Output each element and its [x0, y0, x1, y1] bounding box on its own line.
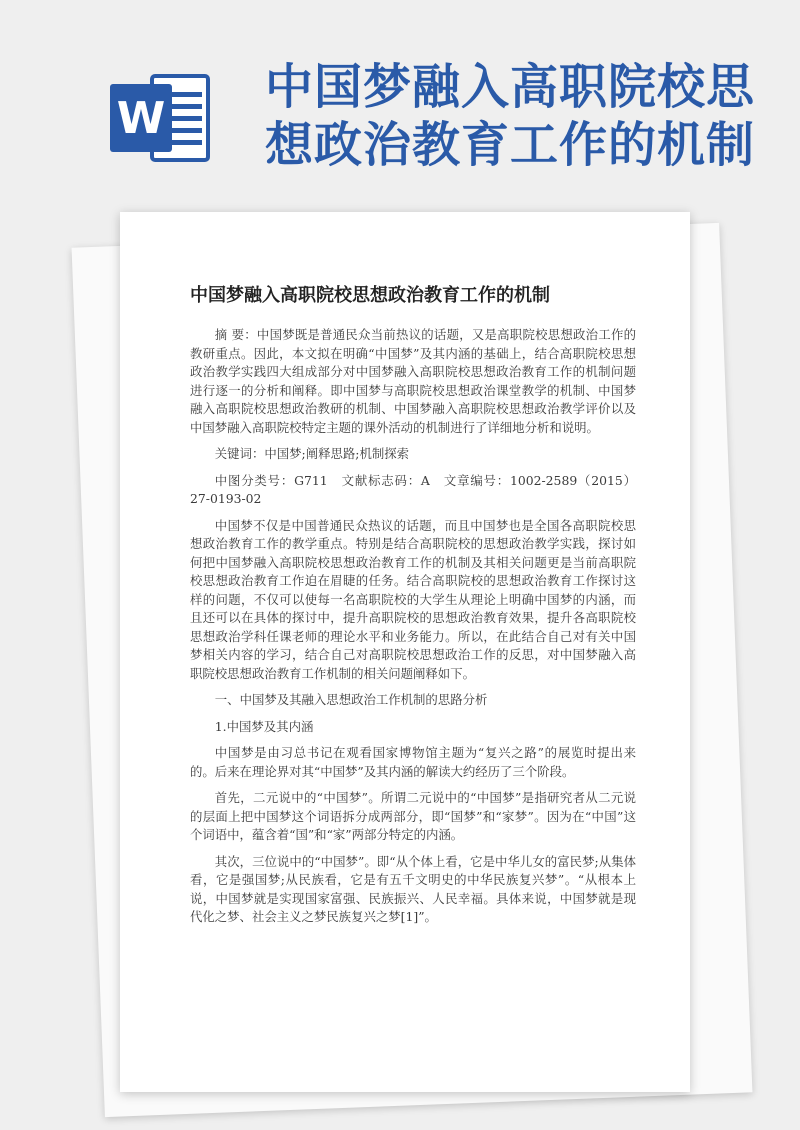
banner: [0, 0, 800, 210]
body-paragraph: 首先，二元说中的“中国梦”。所谓二元说中的“中国梦”是指研究者从二元说的层面上把中国梦这个词语拆分成两部分，即“国梦”和“家梦”。因为在“中国”这个词语中，蕴含着“国”和“家”两部分特定的内涵。: [190, 790, 636, 842]
word-icon-letter: W: [116, 93, 166, 144]
body-paragraph: 其次，三位说中的“中国梦”。即“从个体上看，它是中华儿女的富民梦;从集体看，它是强国梦;从民族看，它是有五千文明史的中华民族复兴梦”。“从根本上说，中国梦就是实现国家富强、民族振兴、人民幸福。具体来说，中国梦就是现代化之梦、社会主义之梦民族复兴之梦[1]”。: [190, 853, 636, 924]
section-heading: 一、中国梦及其融入思想政治工作机制的思路分析: [214, 692, 488, 707]
classification-line: 中图分类号：G711 文献标志码：A 文章编号：1002-2589（2015）27-0193-02: [190, 472, 636, 506]
banner-title: 中国梦融入高职院校思想政治教育工作的机制: [265, 59, 756, 173]
word-document-icon: [110, 70, 210, 166]
body-paragraph: 中国梦是由习总书记在观看国家博物馆主题为“复兴之路”的展览时提出来的。后来在理论界对其“中国梦”及其内涵的解读大约经历了三个阶段。: [190, 745, 636, 779]
subsection-heading: 1.中国梦及其内涵: [214, 718, 314, 734]
document-title: 中国梦融入高职院校思想政治教育工作的机制: [190, 285, 550, 306]
keywords-line: 关键词：中国梦;阐释思路;机制探索: [214, 446, 410, 461]
document-body: [190, 326, 636, 935]
abstract-paragraph: 摘 要：中国梦既是普通民众当前热议的话题，又是高职院校思想政治工作的教研重点。因此，本文拟在明确“中国梦”及其内涵的基础上，结合高职院校思想政治教学实践四大组成部分对中国梦融入高职院校思想政治教育工作的机制问题进行逐一的分析和阐释。即中国梦与高职院校思想政治课堂教学的机制、中国梦融入高职院校思想政治教研的机制、中国梦融入高职院校思想政治教学评价以及中国梦融入高职院校特定主题的课外活动的机制进行了详细地分析和说明。: [190, 327, 636, 435]
intro-paragraph: 中国梦不仅是中国普通民众热议的话题，而且中国梦也是全国各高职院校思想政治教育工作的教学重点。特别是结合高职院校的思想政治教学实践，探讨如何把中国梦融入高职院校思想政治教育工作的机制及其相关问题更是当前高职院校思想政治教育工作迫在眉睫的任务。结合高职院校的思想政治教育工作探讨这样的问题，不仅可以使每一名高职院校的大学生从理论上明确中国梦的内涵，而且还可以在具体的探讨中，提升高职院校的思想政治教育效果，提升各高职院校思想政治学科任课老师的理论水平和业务能力。所以，在此结合自己对有关中国梦相关内容的学习，结合自己对高职院校思想政治工作的反思，对中国梦融入高职院校思想政治教育工作机制的相关问题阐释如下。: [190, 517, 636, 681]
document-page: [120, 212, 690, 1092]
